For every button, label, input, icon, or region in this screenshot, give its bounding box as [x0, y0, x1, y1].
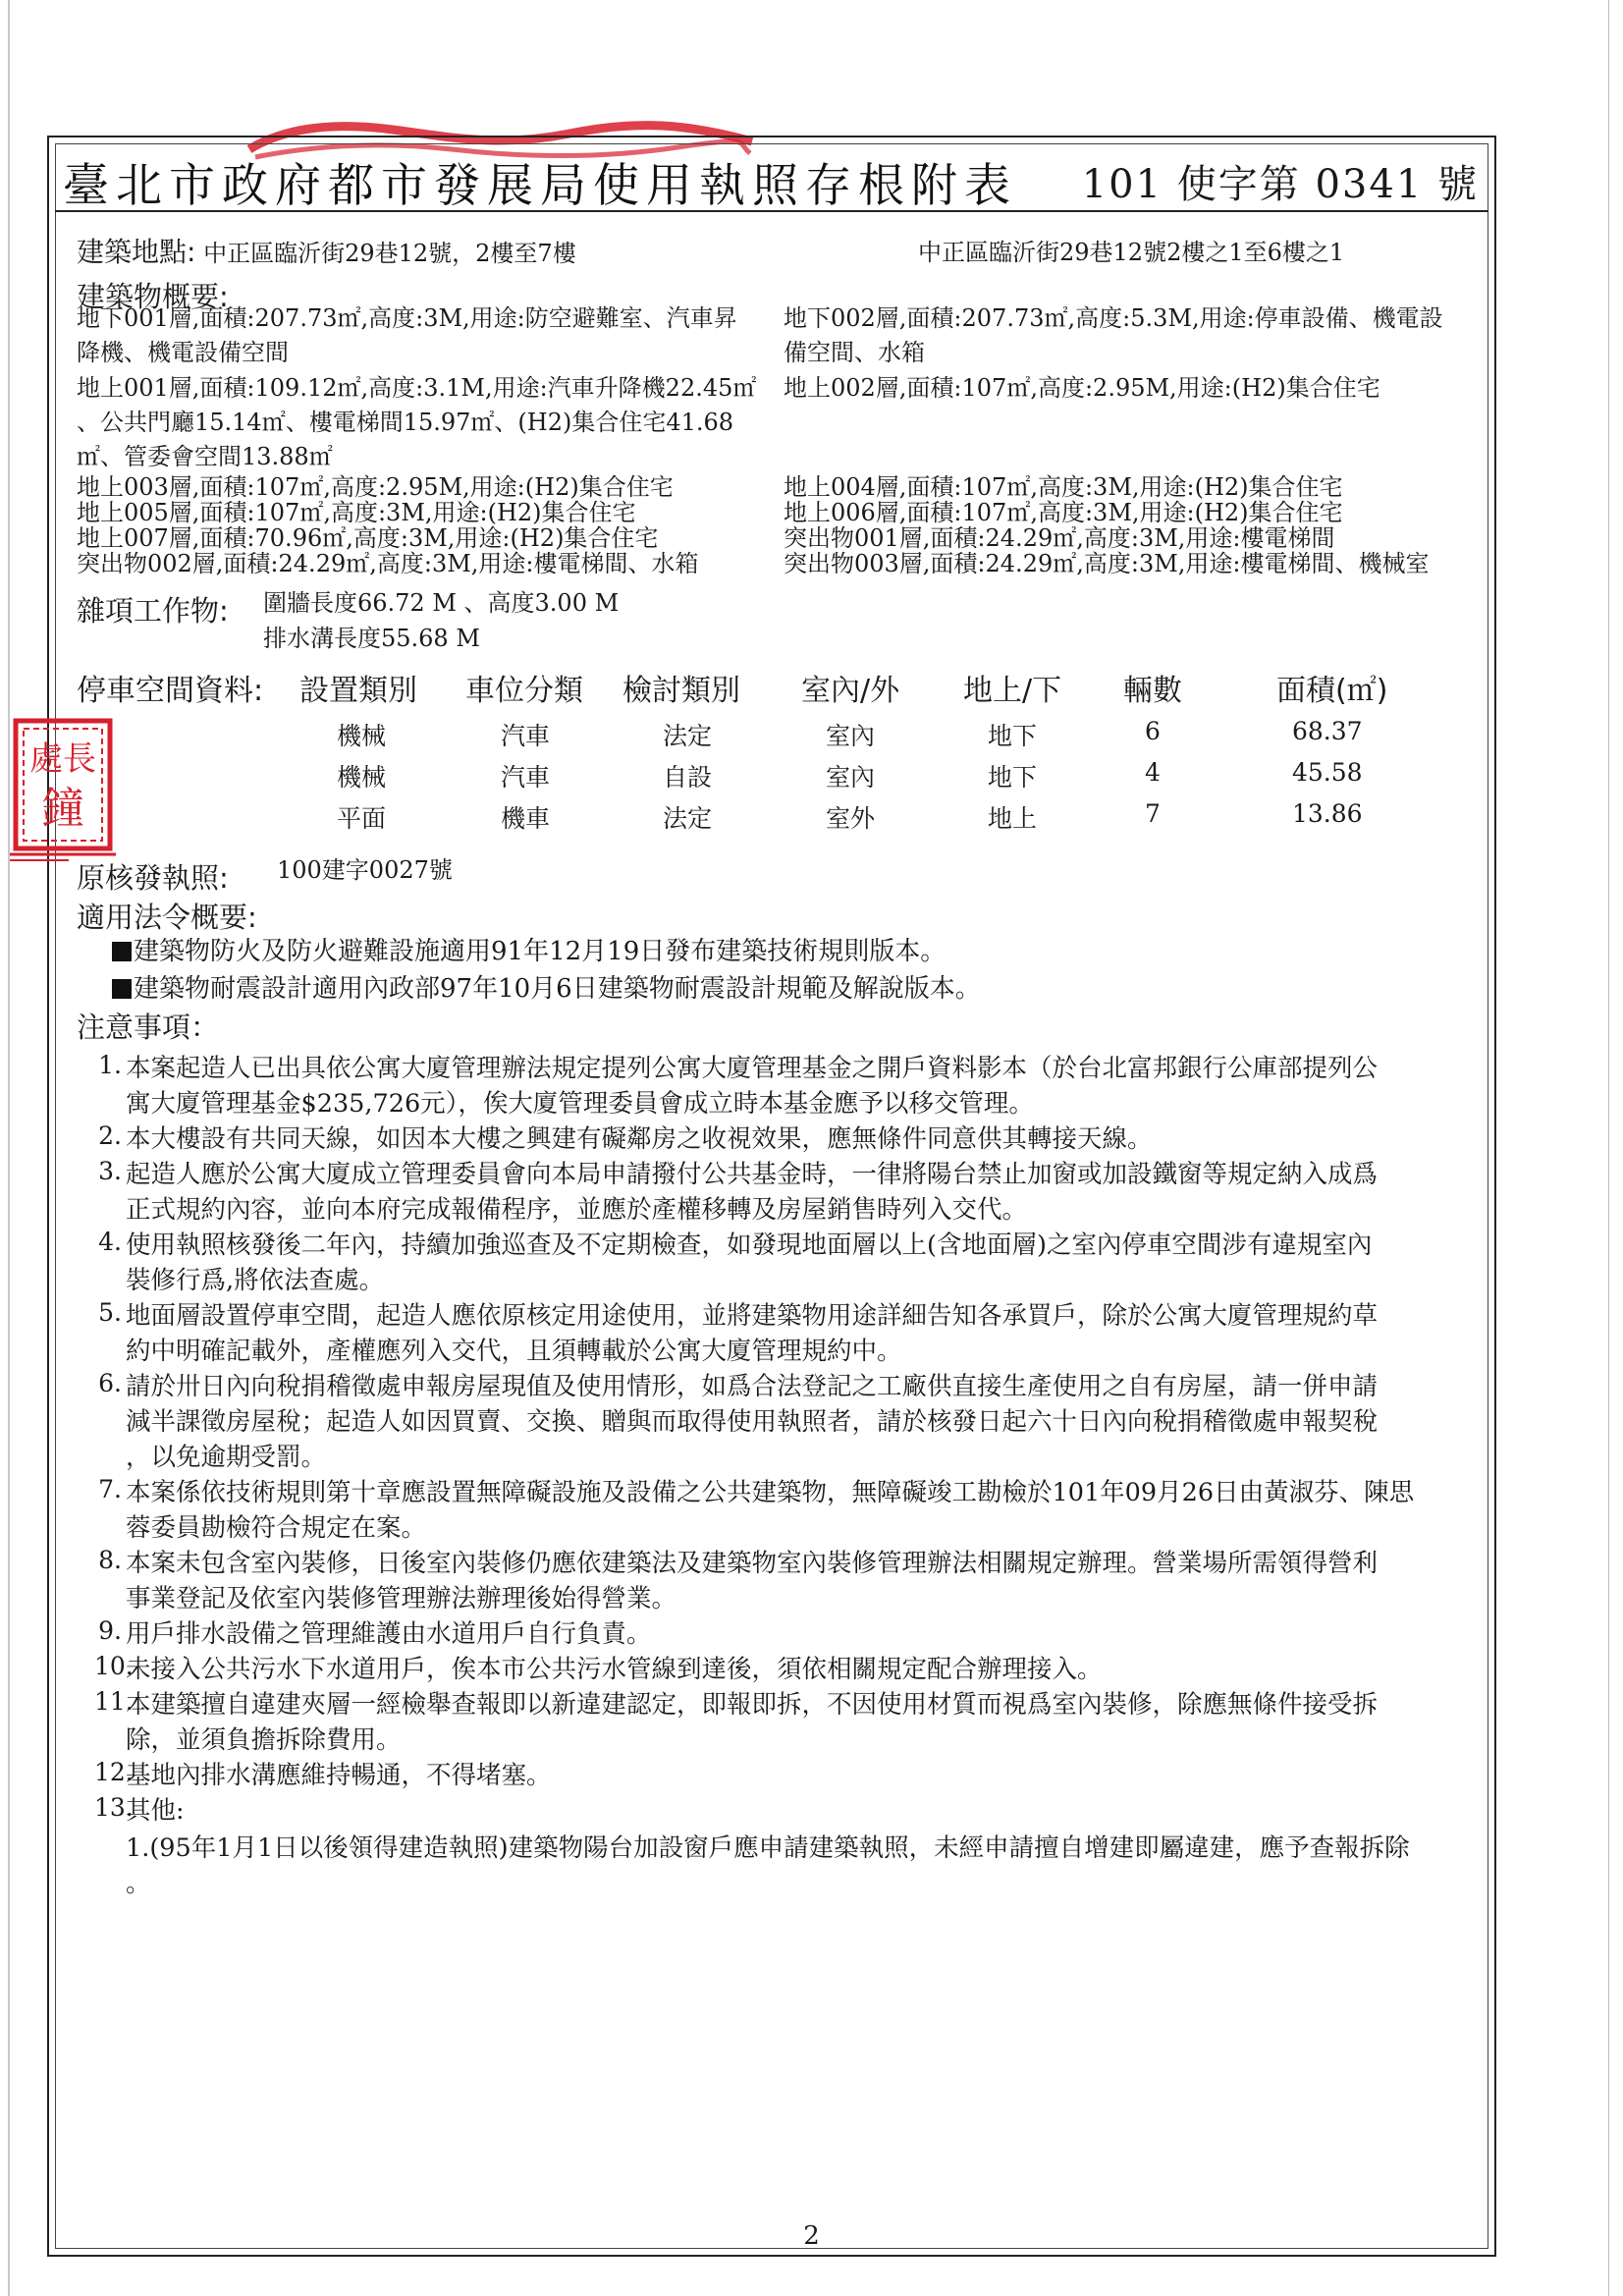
note-text: 寓大廈管理基金$235,726元），俟大廈管理委員會成立時本基金應予以移交管理。 [126, 1089, 1034, 1119]
address-value-right: 中正區臨沂街29巷12號2樓之1至6樓之1 [918, 239, 1345, 266]
note-text: 起造人應於公寓大廈成立管理委員會向本局申請撥付公共基金時，一律將陽台禁止加窗或加設鐵窗等規定納入成爲 [126, 1160, 1379, 1189]
note-text: 本案係依技術規則第十章應設置無障礙設施及設備之公共建築物，無障礙竣工勘檢於101年09月26日由黃淑芬、陳思 [126, 1478, 1415, 1507]
misc-works-line2: 排水溝長度55.68 M [263, 625, 480, 652]
parking-header: 地上/下 [963, 674, 1062, 708]
floor-f1-line2: 、公共門廳15.14㎡、樓電梯間15.97㎡、(H2)集合住宅41.68 [77, 409, 734, 436]
floor-f6: 地上006層,面積:107㎡,高度:3M,用途:(H2)集合住宅 [784, 499, 1343, 526]
note-number: 8. [98, 1546, 122, 1574]
parking-cell: 機車 [500, 804, 551, 833]
note-other-text: 。 [126, 1869, 151, 1898]
note-text: 約中明確記載外，產權應列入交代，且須轉載於公寓大廈管理規約中。 [126, 1337, 902, 1366]
permit-number: 101 使字第 0341 號 [1081, 162, 1479, 207]
note-number: 11. [94, 1687, 134, 1716]
parking-cell: 法定 [662, 804, 713, 833]
parking-header: 室內/外 [801, 674, 900, 708]
laws-label: 適用法令概要: [77, 901, 257, 934]
note-number: 12. [94, 1758, 134, 1786]
note-text: 蓉委員勘檢符合規定在案。 [126, 1513, 427, 1543]
parking-cell: 13.86 [1292, 799, 1363, 828]
parking-cell: 地上 [987, 804, 1038, 833]
note-text: 本案起造人已出具依公寓大廈管理辦法規定提列公寓大廈管理基金之開戶資料影本（於台北富邦銀行公庫部提列公 [126, 1054, 1379, 1083]
parking-header: 檢討類別 [622, 674, 740, 708]
note-text: 正式規約內容，並向本府完成報備程序，並應於產權移轉及房屋銷售時列入交代。 [126, 1195, 1028, 1225]
note-text: 地面層設置停車空間，起造人應依原核定用途使用，並將建築物用途詳細告知各承買戶，除於公寓大廈管理規約草 [126, 1301, 1379, 1331]
floor-f2: 地上002層,面積:107㎡,高度:2.95M,用途:(H2)集合住宅 [784, 374, 1380, 402]
note-text: 用戶排水設備之管理維護由水道用戶自行負責。 [126, 1619, 652, 1649]
note-text: 未接入公共污水下水道用戶，俟本市公共污水管線到達後，須依相關規定配合辦理接入。 [126, 1655, 1103, 1684]
parking-cell: 4 [1145, 758, 1161, 787]
floor-b1-line2: 降機、機電設備空間 [77, 339, 289, 366]
official-seal [10, 715, 116, 862]
note-number: 13. [94, 1793, 134, 1822]
bullet-square-icon [112, 942, 132, 961]
document-header [55, 143, 1488, 212]
parking-header: 車位分類 [465, 674, 583, 708]
misc-works-line1: 圍牆長度66.72 M 、高度3.00 M [263, 589, 620, 617]
notes-label: 注意事項： [77, 1011, 220, 1044]
page-number: 2 [803, 2221, 820, 2251]
address-row [77, 236, 576, 268]
page-edge [1608, 0, 1609, 2296]
note-text: ，以免逾期受罰。 [126, 1443, 327, 1472]
note-text: 減半課徵房屋稅；起造人如因買賣、交換、贈與而取得使用執照者，請於核發日起六十日內向稅捐稽徵處申報契稅 [126, 1407, 1379, 1437]
address-label: 建築地點: [77, 236, 196, 268]
floor-f7: 地上007層,面積:70.96㎡,高度:3M,用途:(H2)集合住宅 [77, 524, 659, 552]
parking-cell: 地下 [987, 763, 1038, 792]
note-text: 使用執照核發後二年內，持續加強巡查及不定期檢查，如發現地面層以上(含地面層)之室內停車空間涉有違規室內 [126, 1230, 1373, 1260]
parking-cell: 地下 [987, 722, 1038, 750]
floor-f5: 地上005層,面積:107㎡,高度:3M,用途:(H2)集合住宅 [77, 499, 636, 526]
note-text: 裝修行爲,將依法查處。 [126, 1266, 385, 1295]
parking-cell: 室內 [825, 722, 876, 750]
note-number: 5. [98, 1298, 122, 1327]
parking-header: 輛數 [1123, 674, 1182, 708]
document-title: 臺北市政府都市發展局使用執照存根附表 [63, 159, 1017, 213]
parking-cell: 6 [1145, 717, 1161, 745]
note-number: 4. [98, 1228, 122, 1256]
address-value: 中正區臨沂街29巷12號，2樓至7樓 [203, 240, 576, 267]
note-number: 9. [98, 1616, 122, 1645]
law-item: 建築物耐震設計適用內政部97年10月6日建築物耐震設計規範及解說版本。 [112, 968, 981, 1005]
floor-f1-line1: 地上001層,面積:109.12㎡,高度:3.1M,用途:汽車升降機22.45㎡ [77, 374, 757, 402]
overview-label: 建築物概要: [77, 280, 229, 313]
note-text: 基地內排水溝應維持暢通，不得堵塞。 [126, 1761, 552, 1790]
note-text: 本案未包含室內裝修，日後室內裝修仍應依建築法及建築物室內裝修管理辦法相關規定辦理。營業場所需領得營利 [126, 1549, 1379, 1578]
parking-cell: 68.37 [1292, 717, 1363, 745]
note-text: 本建築擅自違建夾層一經檢舉查報即以新違建認定，即報即拆，不因使用材質而視爲室內裝修，除應無條件接受拆 [126, 1690, 1379, 1720]
note-number: 1. [98, 1051, 122, 1079]
note-text: 請於卅日內向稅捐稽徵處申報房屋現值及使用情形，如爲合法登記之工廠供直接生產使用之自有房屋，請一併申請 [126, 1372, 1379, 1401]
parking-cell: 汽車 [500, 763, 551, 792]
original-permit-label: 原核發執照: [77, 861, 229, 895]
svg-text:鐘: 鐘 [41, 784, 84, 834]
parking-cell: 自設 [662, 763, 713, 792]
floor-b2-line1: 地下002層,面積:207.73㎡,高度:5.3M,用途:停車設備、機電設 [784, 304, 1443, 332]
floor-r1: 突出物001層,面積:24.29㎡,高度:3M,用途:樓電梯間 [784, 524, 1335, 552]
note-text: 除，並須負擔拆除費用。 [126, 1725, 402, 1755]
parking-cell: 室外 [825, 804, 876, 833]
parking-cell: 室內 [825, 763, 876, 792]
floor-r3: 突出物003層,面積:24.29㎡,高度:3M,用途:樓電梯間、機械室 [784, 550, 1430, 577]
page-edge [8, 0, 10, 2296]
original-permit-value: 100建字0027號 [277, 856, 453, 884]
parking-cell: 機械 [336, 763, 387, 792]
parking-cell: 7 [1145, 799, 1161, 828]
svg-text:處長: 處長 [29, 739, 96, 779]
note-number: 6. [98, 1369, 122, 1397]
note-number: 3. [98, 1157, 122, 1185]
note-text: 本大樓設有共同天線，如因本大樓之興建有礙鄰房之收視效果，應無條件同意供其轉接天線。 [126, 1124, 1153, 1154]
floor-f1-line3: ㎡、管委會空間13.88㎡ [77, 443, 333, 470]
law-item: 建築物防火及防火避難設施適用91年12月19日發布建築技術規則版本。 [112, 931, 946, 967]
floor-r2: 突出物002層,面積:24.29㎡,高度:3M,用途:樓電梯間、水箱 [77, 550, 699, 577]
bullet-square-icon [112, 979, 132, 999]
parking-header: 面積(㎡) [1276, 674, 1388, 708]
misc-works-label: 雜項工作物: [77, 594, 229, 628]
parking-label: 停車空間資料: [77, 674, 264, 708]
note-other-text: 1.(95年1月1日以後領得建造執照)建築物陽台加設窗戶應申請建築執照，未經申請擅自增建即屬違建，應予查報拆除 [126, 1833, 1410, 1863]
parking-header: 設置類別 [299, 674, 417, 708]
parking-cell: 平面 [336, 804, 387, 833]
note-text: 其他: [126, 1796, 185, 1826]
floor-f3: 地上003層,面積:107㎡,高度:2.95M,用途:(H2)集合住宅 [77, 473, 674, 501]
floor-f4: 地上004層,面積:107㎡,高度:3M,用途:(H2)集合住宅 [784, 473, 1343, 501]
parking-cell: 法定 [662, 722, 713, 750]
floor-b2-line2: 備空間、水箱 [784, 339, 925, 366]
note-number: 10. [94, 1652, 134, 1680]
note-number: 7. [98, 1475, 122, 1503]
floor-b1-line1: 地下001層,面積:207.73㎡,高度:3M,用途:防空避難室、汽車昇 [77, 304, 737, 332]
note-text: 事業登記及依室內裝修管理辦法辦理後始得營業。 [126, 1584, 677, 1613]
note-number: 2. [98, 1121, 122, 1150]
parking-cell: 汽車 [500, 722, 551, 750]
parking-cell: 機械 [336, 722, 387, 750]
parking-cell: 45.58 [1292, 758, 1363, 787]
